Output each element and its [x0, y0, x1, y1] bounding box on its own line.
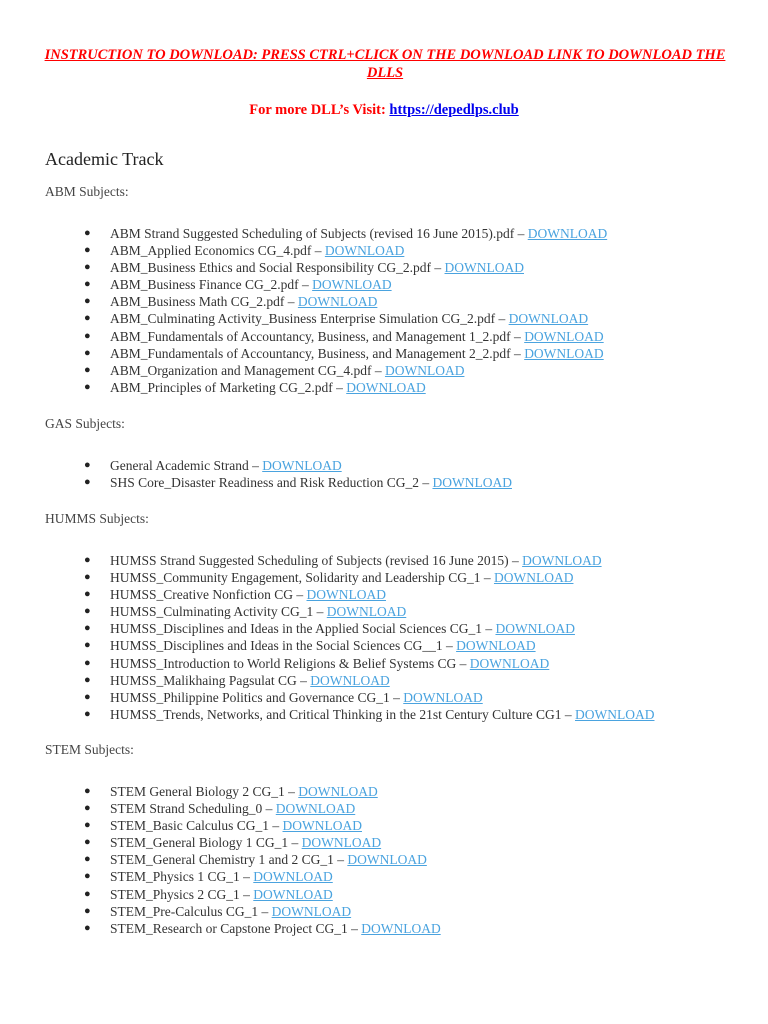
bullet-icon: ●	[84, 904, 91, 917]
visit-line	[0, 101, 768, 119]
item-label: ABM_Fundamentals of Accountancy, Business, and Management 2_2.pdf –	[110, 345, 521, 361]
item-text-wrap	[110, 620, 575, 637]
bullet-icon: ●	[84, 244, 91, 257]
item-text-wrap	[110, 886, 333, 903]
download-link[interactable]: DOWNLOAD	[522, 553, 602, 568]
item-text-wrap	[110, 834, 381, 851]
bullet-icon: ●	[84, 802, 91, 815]
download-link[interactable]: DOWNLOAD	[282, 818, 362, 834]
bullet-icon: ●	[84, 639, 91, 652]
item-label: ABM_Applied Economics CG_4.pdf –	[110, 243, 322, 259]
item-text-wrap	[110, 310, 588, 327]
download-link[interactable]: DOWNLOAD	[361, 920, 441, 936]
item-label: STEM_Physics 2 CG_1 –	[110, 886, 250, 902]
item-text-wrap	[110, 569, 573, 586]
bullet-icon: ●	[84, 622, 91, 635]
download-link[interactable]: DOWNLOAD	[384, 362, 465, 378]
download-link[interactable]: DOWNLOAD	[312, 277, 392, 293]
bullet-icon: ●	[84, 554, 91, 566]
item-text-wrap	[110, 259, 524, 276]
download-link[interactable]: DOWNLOAD	[298, 784, 378, 799]
bullet-icon: ●	[84, 690, 91, 703]
item-label: STEM_Research or Capstone Project CG_1 –	[110, 920, 358, 936]
download-link[interactable]: DOWNLOAD	[253, 886, 333, 902]
download-link[interactable]: DOWNLOAD	[326, 604, 407, 620]
bullet-icon: ●	[84, 312, 91, 325]
section-label-abm: ABM Subjects:	[45, 184, 129, 199]
bullet-icon: ●	[84, 853, 91, 866]
bullet-icon: ●	[84, 380, 91, 393]
download-link[interactable]: DOWNLOAD	[306, 587, 386, 603]
section-label-humms: HUMMS Subjects:	[45, 511, 149, 526]
item-label: STEM_Pre-Calculus CG_1 –	[110, 903, 269, 919]
item-label: HUMSS_Philippine Politics and Governance CG_1 –	[110, 689, 400, 705]
item-text-wrap	[110, 586, 386, 603]
section-label-stem: STEM Subjects:	[45, 742, 134, 757]
item-text-wrap	[110, 868, 333, 885]
item-label: General Academic Strand –	[110, 458, 259, 473]
item-label: HUMSS Strand Suggested Scheduling of Subjects (revised 16 June 2015) –	[110, 553, 519, 568]
item-text-wrap	[110, 689, 483, 706]
download-link[interactable]: DOWNLOAD	[493, 570, 574, 586]
download-link[interactable]: DOWNLOAD	[310, 672, 390, 688]
bullet-icon: ●	[84, 227, 91, 239]
bullet-icon: ●	[84, 346, 91, 359]
item-label: STEM Strand Scheduling_0 –	[110, 801, 273, 817]
bullet-icon: ●	[84, 656, 91, 669]
download-link[interactable]: DOWNLOAD	[275, 801, 356, 817]
download-link[interactable]: DOWNLOAD	[495, 621, 575, 637]
item-text-wrap	[110, 276, 392, 293]
bullet-icon: ●	[84, 476, 91, 489]
download-link[interactable]: DOWNLOAD	[456, 638, 536, 654]
section-label-gas: GAS Subjects:	[45, 416, 125, 431]
item-text-wrap	[110, 851, 427, 868]
visit-label: For more DLL’s Visit:	[249, 102, 386, 118]
item-text-wrap	[110, 293, 377, 310]
item-text-wrap	[110, 903, 351, 920]
download-link[interactable]: DOWNLOAD	[271, 903, 352, 919]
visit-link[interactable]: https://depedlps.club	[389, 102, 519, 118]
item-label: STEM_General Chemistry 1 and 2 CG_1 –	[110, 852, 344, 868]
bullet-icon: ●	[84, 588, 91, 601]
item-label: ABM_Principles of Marketing CG_2.pdf –	[110, 379, 343, 395]
bullet-icon: ●	[84, 887, 91, 900]
bullet-icon: ●	[84, 785, 91, 797]
bullet-icon: ●	[84, 278, 91, 291]
item-label: ABM Strand Suggested Scheduling of Subjects (revised 16 June 2015).pdf –	[110, 226, 525, 241]
item-label: STEM_Basic Calculus CG_1 –	[110, 818, 280, 834]
download-link[interactable]: DOWNLOAD	[301, 835, 382, 851]
item-label: STEM_Physics 1 CG_1 –	[110, 869, 250, 885]
item-text-wrap	[110, 706, 654, 723]
item-text-wrap	[110, 345, 604, 362]
download-link[interactable]: DOWNLOAD	[262, 458, 342, 473]
item-text-wrap	[110, 379, 426, 396]
download-link[interactable]: DOWNLOAD	[346, 379, 426, 395]
item-text-wrap	[110, 800, 355, 817]
page-heading: Academic Track	[45, 149, 164, 169]
download-link[interactable]: DOWNLOAD	[347, 852, 427, 868]
item-text-wrap	[110, 655, 549, 672]
download-link[interactable]: DOWNLOAD	[527, 226, 608, 241]
bullet-icon: ●	[84, 819, 91, 832]
item-text-wrap	[110, 474, 512, 491]
item-label: HUMSS_Introduction to World Religions & Belief Systems CG –	[110, 655, 467, 671]
bullet-icon: ●	[84, 261, 91, 274]
download-instruction: INSTRUCTION TO DOWNLOAD: PRESS CTRL+CLICK ON THE DOWNLOAD LINK TO DOWNLOAD THE DLLS	[44, 47, 726, 81]
item-text-wrap	[110, 552, 602, 569]
download-link[interactable]: DOWNLOAD	[324, 243, 405, 259]
bullet-icon: ●	[84, 870, 91, 883]
item-text-wrap	[110, 920, 441, 937]
download-link[interactable]: DOWNLOAD	[403, 689, 483, 705]
item-label: HUMSS_Trends, Networks, and Critical Thinking in the 21st Century Culture CG1 –	[110, 706, 572, 722]
download-link[interactable]: DOWNLOAD	[575, 706, 655, 722]
item-label: ABM_Business Finance CG_2.pdf –	[110, 277, 309, 293]
item-label: HUMSS_Disciplines and Ideas in the Applied Social Sciences CG_1 –	[110, 621, 493, 637]
item-label: HUMSS_Creative Nonfiction CG –	[110, 587, 304, 603]
item-label: HUMSS_Culminating Activity CG_1 –	[110, 604, 324, 620]
item-label: STEM_General Biology 1 CG_1 –	[110, 835, 299, 851]
bullet-icon: ●	[84, 363, 91, 376]
bullet-icon: ●	[84, 605, 91, 618]
download-link[interactable]: DOWNLOAD	[432, 475, 512, 491]
item-text-wrap	[110, 817, 362, 834]
item-label: ABM_Fundamentals of Accountancy, Business, and Management 1_2.pdf –	[110, 328, 521, 344]
item-label: HUMSS_Disciplines and Ideas in the Social Sciences CG__1 –	[110, 638, 453, 654]
bullet-icon: ●	[84, 673, 91, 686]
item-label: ABM_Business Ethics and Social Responsibility CG_2.pdf –	[110, 260, 442, 276]
bullet-icon: ●	[84, 295, 91, 308]
bullet-icon: ●	[84, 459, 91, 471]
item-label: STEM General Biology 2 CG_1 –	[110, 784, 295, 799]
bullet-icon: ●	[84, 571, 91, 584]
item-text-wrap	[110, 457, 342, 474]
item-text-wrap	[110, 672, 390, 689]
item-label: ABM_Organization and Management CG_4.pdf –	[110, 362, 382, 378]
item-label: ABM_Business Math CG_2.pdf –	[110, 294, 295, 310]
item-label: ABM_Culminating Activity_Business Enterprise Simulation CG_2.pdf –	[110, 311, 506, 327]
item-text-wrap	[110, 362, 464, 379]
item-text-wrap	[110, 783, 378, 800]
download-link[interactable]: DOWNLOAD	[508, 311, 589, 327]
bullet-icon: ●	[84, 329, 91, 342]
download-link[interactable]: DOWNLOAD	[524, 328, 604, 344]
item-text-wrap	[110, 603, 406, 620]
bullet-icon: ●	[84, 836, 91, 849]
download-link[interactable]: DOWNLOAD	[444, 260, 524, 276]
bullet-icon: ●	[84, 707, 91, 720]
item-text-wrap	[110, 637, 536, 654]
item-text-wrap	[110, 225, 607, 242]
item-label: HUMSS_Malikhaing Pagsulat CG –	[110, 672, 307, 688]
item-text-wrap	[110, 242, 404, 259]
bullet-icon: ●	[84, 921, 91, 934]
download-link[interactable]: DOWNLOAD	[524, 345, 604, 361]
download-link[interactable]: DOWNLOAD	[253, 869, 333, 885]
item-text-wrap	[110, 328, 604, 345]
download-link[interactable]: DOWNLOAD	[297, 294, 378, 310]
download-link[interactable]: DOWNLOAD	[469, 655, 550, 671]
item-label: SHS Core_Disaster Readiness and Risk Reduction CG_2 –	[110, 475, 430, 491]
item-label: HUMSS_Community Engagement, Solidarity and Leadership CG_1 –	[110, 570, 491, 586]
